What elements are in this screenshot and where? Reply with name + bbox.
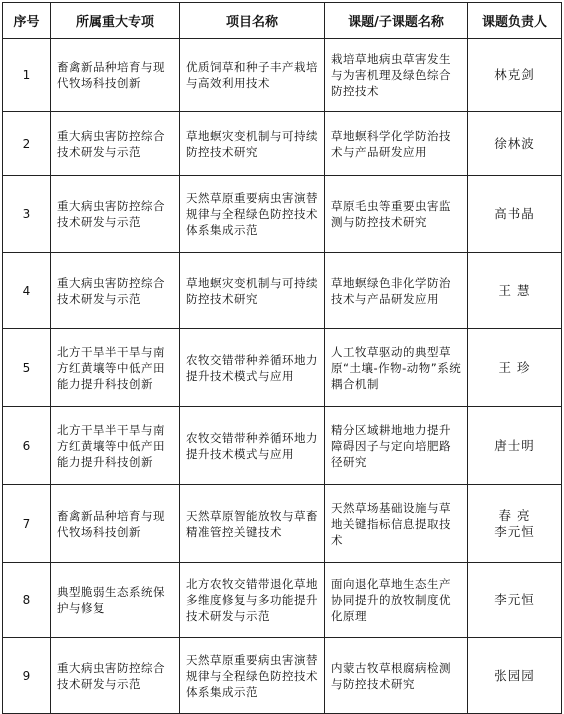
- project-cell: 草地螟灾变机制与可持续防控技术研究: [180, 253, 325, 329]
- leader-cell: 林克剑: [468, 39, 562, 112]
- header-leader: 课题负责人: [468, 3, 562, 39]
- project-cell: 草地螟灾变机制与可持续防控技术研究: [180, 112, 325, 176]
- topic-cell: 面向退化草地生态生产协同提升的放牧制度优化原理: [325, 563, 468, 638]
- row-number: 3: [3, 176, 51, 253]
- program-cell: 重大病虫害防控综合技术研发与示范: [51, 638, 180, 714]
- topic-cell: 天然草场基础设施与草地关键指标信息提取技术: [325, 485, 468, 563]
- row-number: 8: [3, 563, 51, 638]
- row-number: 7: [3, 485, 51, 563]
- program-cell: 畜禽新品种培育与现代牧场科技创新: [51, 485, 180, 563]
- leader-cell: 王 珍: [468, 329, 562, 407]
- leader-cell: [468, 485, 562, 563]
- topic-cell: 人工牧草驱动的典型草原“土壤-作物-动物”系统耦合机制: [325, 329, 468, 407]
- header-project: 项目名称: [180, 3, 325, 39]
- row-number: 1: [3, 39, 51, 112]
- program-cell: 北方干旱半干旱与南方红黄壤等中低产田能力提升科技创新: [51, 407, 180, 485]
- row-number: 5: [3, 329, 51, 407]
- table-row: [3, 563, 562, 638]
- program-cell: 畜禽新品种培育与现代牧场科技创新: [51, 39, 180, 112]
- project-cell: 天然草原重要病虫害演替规律与全程绿色防控技术体系集成示范: [180, 176, 325, 253]
- program-cell: 典型脆弱生态系统保护与修复: [51, 563, 180, 638]
- project-cell: 天然草原智能放牧与草畜精准管控关键技术: [180, 485, 325, 563]
- leader-cell: 李元恒: [468, 563, 562, 638]
- topic-cell: 草地螟绿色非化学防治技术与产品研发应用: [325, 253, 468, 329]
- row-number: 4: [3, 253, 51, 329]
- leader-name: 春 亮: [498, 507, 531, 523]
- table-row: [3, 39, 562, 112]
- program-cell: 重大病虫害防控综合技术研发与示范: [51, 253, 180, 329]
- table-row: [3, 176, 562, 253]
- table-row: [3, 638, 562, 714]
- topic-cell: 内蒙古牧草根腐病检测与防控技术研究: [325, 638, 468, 714]
- leader-name: 李元恒: [494, 523, 535, 539]
- project-cell: 农牧交错带种养循环地力提升技术模式与应用: [180, 329, 325, 407]
- leader-cell: 高书晶: [468, 176, 562, 253]
- topic-cell: 草原毛虫等重要虫害监测与防控技术研究: [325, 176, 468, 253]
- project-cell: 农牧交错带种养循环地力提升技术模式与应用: [180, 407, 325, 485]
- header-program: 所属重大专项: [51, 3, 180, 39]
- row-number: 6: [3, 407, 51, 485]
- table-row: [3, 253, 562, 329]
- row-number: 2: [3, 112, 51, 176]
- leader-cell: 唐士明: [468, 407, 562, 485]
- leader-cell: 徐林波: [468, 112, 562, 176]
- program-cell: 重大病虫害防控综合技术研发与示范: [51, 176, 180, 253]
- program-cell: 重大病虫害防控综合技术研发与示范: [51, 112, 180, 176]
- table-row: [3, 112, 562, 176]
- topic-cell: 精分区域耕地地力提升障碍因子与定向培肥路径研究: [325, 407, 468, 485]
- leader-cell: 张园园: [468, 638, 562, 714]
- projects-table: [2, 2, 562, 714]
- table-row: [3, 485, 562, 563]
- row-number: 9: [3, 638, 51, 714]
- project-cell: 天然草原重要病虫害演替规律与全程绿色防控技术体系集成示范: [180, 638, 325, 714]
- header-no: 序号: [3, 3, 51, 39]
- project-cell: 北方农牧交错带退化草地多维度修复与多功能提升技术研发与示范: [180, 563, 325, 638]
- program-cell: 北方干旱半干旱与南方红黄壤等中低产田能力提升科技创新: [51, 329, 180, 407]
- header-topic: 课题/子课题名称: [325, 3, 468, 39]
- header-row: [3, 3, 562, 39]
- leader-cell: 王 慧: [468, 253, 562, 329]
- project-cell: 优质饲草和种子丰产栽培与高效利用技术: [180, 39, 325, 112]
- topic-cell: 栽培草地病虫草害发生与为害机理及绿色综合防控技术: [325, 39, 468, 112]
- topic-cell: 草地螟科学化学防治技术与产品研发应用: [325, 112, 468, 176]
- table-row: [3, 329, 562, 407]
- table-row: [3, 407, 562, 485]
